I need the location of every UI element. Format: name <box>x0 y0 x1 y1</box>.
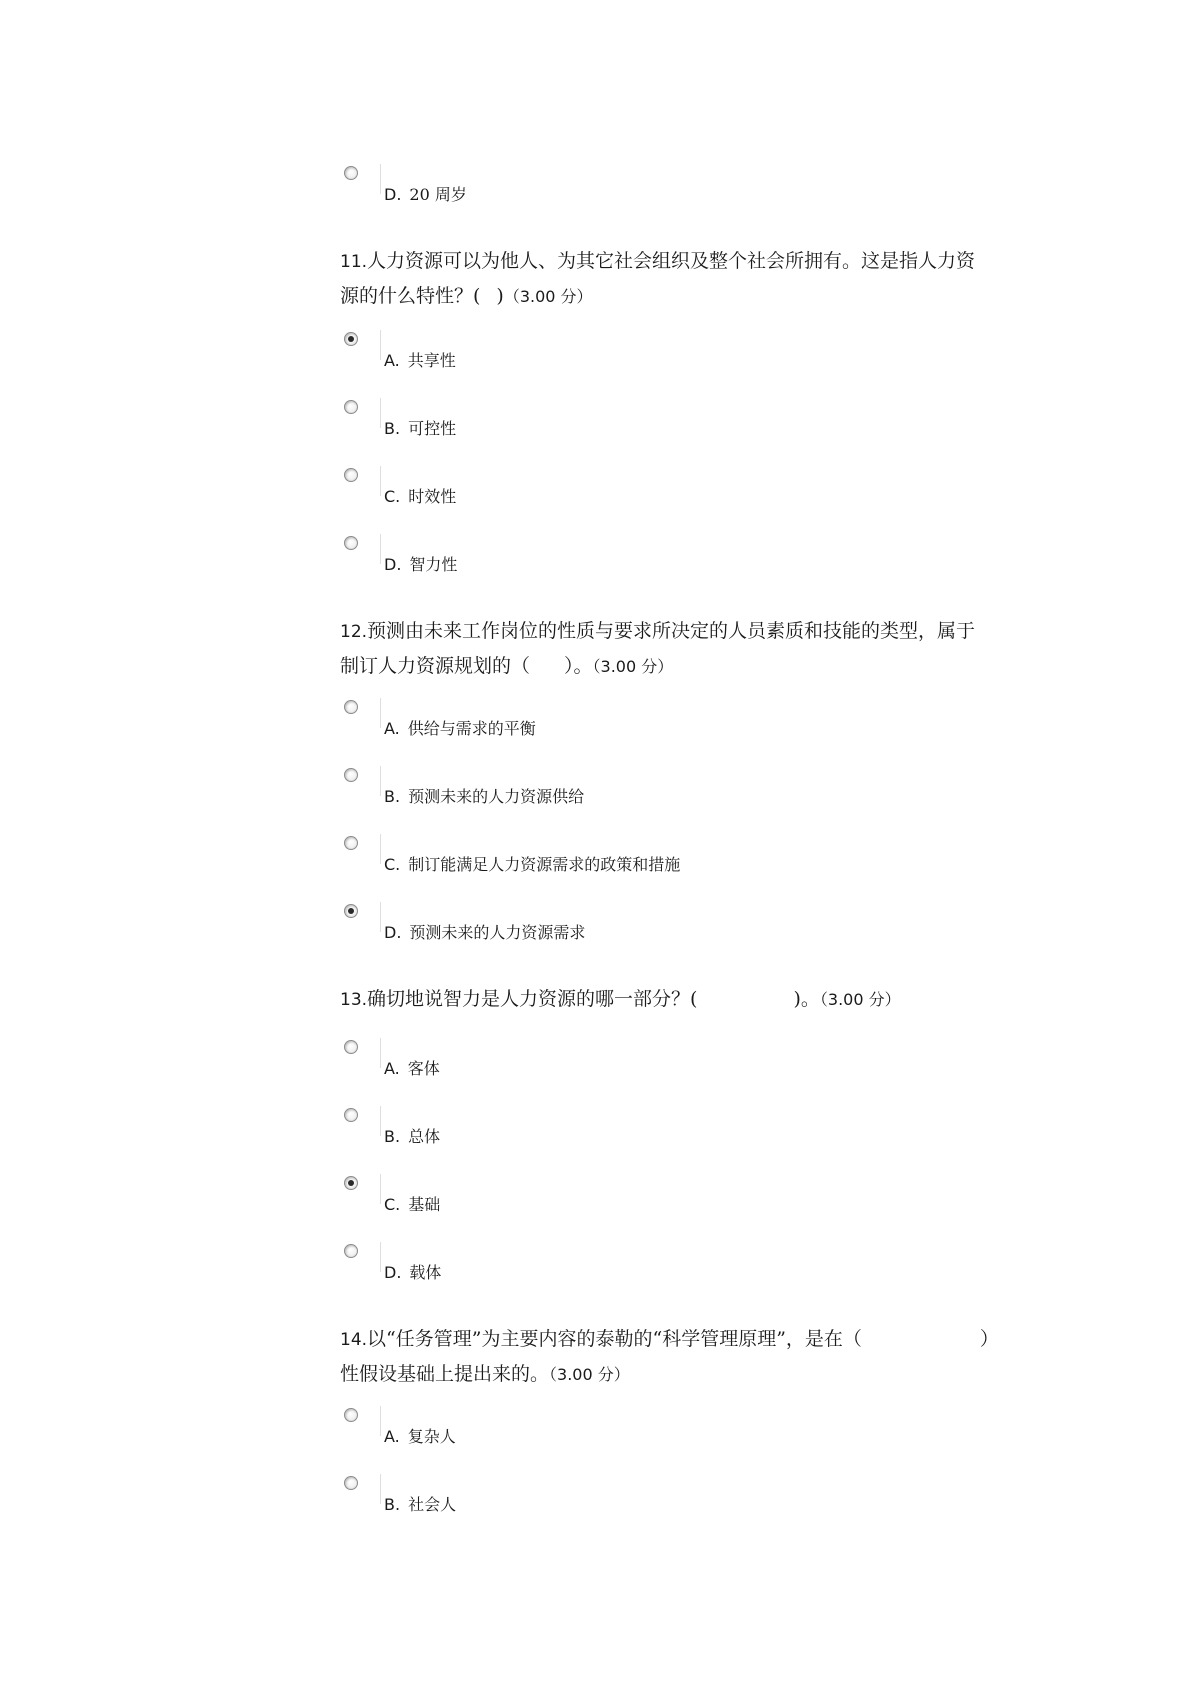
option-divider <box>380 330 381 360</box>
option-divider <box>380 766 381 796</box>
option-divider <box>380 1106 381 1136</box>
option-divider <box>380 164 381 194</box>
option-divider <box>380 534 381 564</box>
question-line: 12.预测由未来工作岗位的性质与要求所决定的人员素质和技能的类型，属于 <box>340 620 976 642</box>
q12-option-d[interactable] <box>344 904 944 952</box>
radio-button[interactable] <box>344 1408 358 1422</box>
option-label: B. 社会人 <box>384 1495 457 1514</box>
radio-button[interactable] <box>344 1476 358 1490</box>
option-divider <box>380 698 381 728</box>
question-score: （3.00 分） <box>549 1365 630 1384</box>
q11-option-b[interactable] <box>344 400 944 448</box>
option-divider <box>380 902 381 932</box>
option-label: D. 智力性 <box>384 555 458 574</box>
radio-button-selected[interactable] <box>344 332 358 346</box>
radio-button[interactable] <box>344 836 358 850</box>
q13-option-d[interactable] <box>344 1244 944 1292</box>
q11-option-a[interactable] <box>344 332 944 380</box>
option-divider <box>380 1038 381 1068</box>
option-divider <box>380 398 381 428</box>
question-line: 14.以“任务管理”为主要内容的泰勒的“科学管理原理”，是在（ ） <box>340 1328 999 1350</box>
radio-button[interactable] <box>344 468 358 482</box>
option-label: C. 时效性 <box>384 487 457 506</box>
option-label: D. 载体 <box>384 1263 442 1282</box>
radio-button[interactable] <box>344 536 358 550</box>
radio-button[interactable] <box>344 166 358 180</box>
option-label: D. 预测未来的人力资源需求 <box>384 923 586 942</box>
option-divider <box>380 1174 381 1204</box>
option-divider <box>380 1242 381 1272</box>
question-14-text <box>340 1322 1060 1392</box>
radio-button[interactable] <box>344 1244 358 1258</box>
option-label: B. 可控性 <box>384 419 457 438</box>
option-label: A. 共享性 <box>384 351 456 370</box>
q12-option-a[interactable] <box>344 700 944 748</box>
question-score: （3.00 分） <box>503 287 593 306</box>
question-11-text <box>340 244 1060 314</box>
option-label: B. 总体 <box>384 1127 441 1146</box>
question-13-text <box>340 982 1060 1017</box>
question-line: 制订人力资源规划的（ ）。（3.00 分） <box>340 655 674 677</box>
radio-button[interactable] <box>344 400 358 414</box>
option-label: C. 制订能满足人力资源需求的政策和措施 <box>384 855 681 874</box>
q13-option-a[interactable] <box>344 1040 944 1088</box>
q13-option-b[interactable] <box>344 1108 944 1156</box>
question-score: （3.00 分） <box>592 657 674 676</box>
radio-button[interactable] <box>344 1040 358 1054</box>
q14-option-b[interactable] <box>344 1476 944 1524</box>
radio-button[interactable] <box>344 1108 358 1122</box>
q14-option-a[interactable] <box>344 1408 944 1456</box>
question-score: （3.00 分） <box>819 990 901 1009</box>
option-divider <box>380 834 381 864</box>
question-line: 性假设基础上提出来的。（3.00 分） <box>340 1363 630 1385</box>
question-line: 13.确切地说智力是人力资源的哪一部分？( )。（3.00 分） <box>340 988 901 1010</box>
question-line: 11.人力资源可以为他人、为其它社会组织及整个社会所拥有。这是指人力资 <box>340 250 976 272</box>
q10-option-d[interactable] <box>344 166 944 214</box>
q12-option-c[interactable] <box>344 836 944 884</box>
q13-option-c[interactable] <box>344 1176 944 1224</box>
q12-option-b[interactable] <box>344 768 944 816</box>
option-label: D. 20 周岁 <box>384 185 467 204</box>
question-12-text <box>340 614 1060 684</box>
radio-button[interactable] <box>344 700 358 714</box>
option-divider <box>380 1474 381 1504</box>
option-label: B. 预测未来的人力资源供给 <box>384 787 585 806</box>
option-label: C. 基础 <box>384 1195 441 1214</box>
radio-button[interactable] <box>344 768 358 782</box>
option-divider <box>380 466 381 496</box>
q11-option-c[interactable] <box>344 468 944 516</box>
option-label: A. 复杂人 <box>384 1427 456 1446</box>
option-divider <box>380 1406 381 1436</box>
q11-option-d[interactable] <box>344 536 944 584</box>
question-line: 源的什么特性？( )（3.00 分） <box>340 285 593 307</box>
radio-button-selected[interactable] <box>344 904 358 918</box>
radio-button-selected[interactable] <box>344 1176 358 1190</box>
option-label: A. 供给与需求的平衡 <box>384 719 536 738</box>
option-label: A. 客体 <box>384 1059 440 1078</box>
